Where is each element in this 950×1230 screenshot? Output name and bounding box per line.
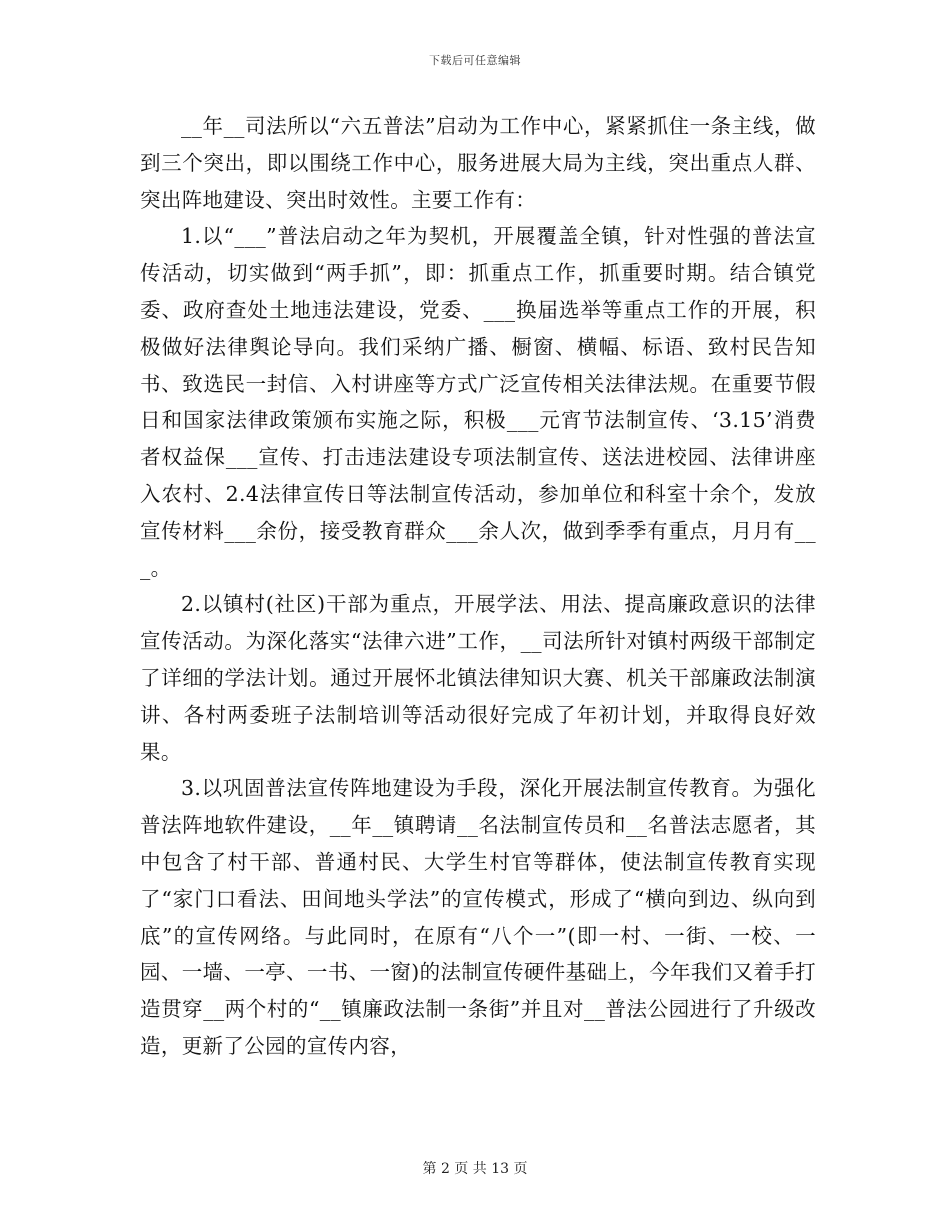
paragraph-item-2: 2.以镇村(社区)干部为重点，开展学法、用法、提高廉政意识的法律宣传活动。为深化落实“法律六进”工作，__司法所针对镇村两级干部制定了详细的学法计划。通过开展怀北镇法律知识大赛、机关干部廉政法制演讲、各村两委班子法制培训等活动很好完成了年初计划，并取得良好效果。 — [140, 592, 816, 764]
paragraph-intro: __年__司法所以“六五普法”启动为工作中心，紧紧抓住一条主线，做到三个突出，即以围绕工作中心，服务进展大局为主线，突出重点人群、突出阵地建设、突出时效性。主要工作有： — [140, 114, 816, 212]
page-number: 第 2 页 共 13 页 — [422, 1161, 528, 1177]
paragraph-item-3: 3.以巩固普法宣传阵地建设为手段，深化开展法制宣传教育。为强化普法阵地软件建设，__年__镇聘请__名法制宣传员和__名普法志愿者，其中包含了村干部、普通村民、大学生村官等群体，使法制宣传教育实现了“家门口看法、田间地头学法”的宣传模式，形成了“横向到边、纵向到底”的宣传网络。与此同时，在原有“八个一”(即一村、一街、一校、一园、一墙、一亭、一书、一窗)的法制宣传硬件基础上，今年我们又着手打造贯穿__两个村的“__镇廉政法制一条街”并且对__普法公园进行了升级改造，更新了公园的宣传内容， — [140, 776, 816, 1058]
page-header-note: 下载后可任意编辑 — [429, 54, 521, 67]
paragraph-item-1: 1.以“___”普法启动之年为契机，开展覆盖全镇，针对性强的普法宣传活动，切实做到“两手抓”，即：抓重点工作，抓重要时期。结合镇党委、政府查处土地违法建设，党委、___换届选举等重点工作的开展，积极做好法律舆论导向。我们采纳广播、橱窗、横幅、标语、致村民告知书、致选民一封信、入村讲座等方式广泛宣传相关法律法规。在重要节假日和国家法律政策颁布实施之际，积极___元宵节法制宣传、‘3.15’消费者权益保___宣传、打击违法建设专项法制宣传、送法进校园、法律讲座入农村、2.4法律宣传日等法制宣传活动，参加单位和科室十余个，发放宣传材料___余份，接受教育群众___余人次，做到季季有重点，月月有___。 — [140, 224, 816, 580]
document-body — [140, 108, 816, 1065]
